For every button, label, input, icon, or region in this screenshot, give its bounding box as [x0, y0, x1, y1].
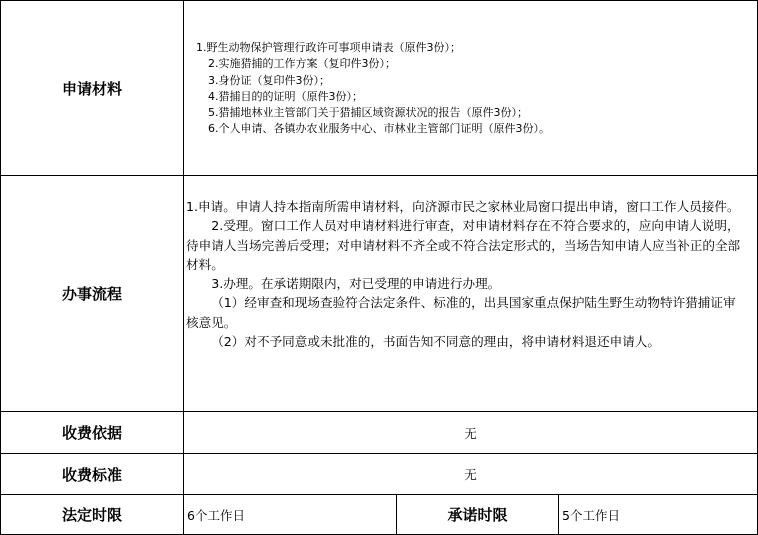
list-item: 3.身份证（复印件3份）； — [208, 73, 330, 87]
list-item: 1.野生动物保护管理行政许可事项申请表（原件3份）； — [196, 41, 461, 54]
list-item: 6.个人申请、各镇办农业服务中心、市林业主管部门证明（原件3份）。 — [208, 122, 550, 136]
materials-list — [196, 40, 550, 138]
list-item: 2.实施猎捕的工作方案（复印件3份）； — [208, 57, 396, 71]
process-step: （2）对不予同意或未批准的，书面告知不同意的理由，将申请材料退还申请人。 — [211, 334, 660, 350]
promised-time-limit-value: 5个工作日 — [562, 507, 620, 523]
materials-label: 申请材料 — [61, 79, 122, 98]
process-step: 1.申请。申请人持本指南所需申请材料，向济源市民之家林业局窗口提出申请，窗口工作人员接件。 — [186, 199, 740, 214]
list-item: 4.猎捕目的的证明（原件3份）； — [208, 89, 363, 103]
process-step: 3.办理。在承诺期限内，对已受理的申请进行办理。 — [211, 276, 501, 292]
fee-basis-label: 收费依据 — [61, 424, 122, 442]
process-step: （1）经审查和现场查验符合法定条件、标准的，出具国家重点保护陆生野生动物特许猎捕证审核意见。 — [186, 295, 736, 330]
promised-time-limit-label: 承诺时限 — [447, 506, 508, 524]
list-item: 5.猎捕地林业主管部门关于猎捕区域资源状况的报告（原件3份）； — [208, 106, 528, 120]
fee-standard-label: 收费标准 — [61, 465, 122, 484]
fee-standard-value: 无 — [464, 467, 477, 482]
fee-basis-value: 无 — [464, 425, 477, 441]
process-step: 2.受理。窗口工作人员对申请材料进行审查，对申请材料存在不符合要求的，应向申请人说明，待申请人当场完善后受理；对申请材料不齐全或不符合法定形式的，当场告知申请人应当补正的全部材料。 — [186, 218, 741, 272]
legal-time-limit-label: 法定时限 — [61, 506, 122, 524]
legal-time-limit-value: 6个工作日 — [187, 507, 245, 523]
column-divider — [558, 494, 559, 535]
process-text — [186, 197, 746, 351]
process-label: 办事流程 — [61, 285, 122, 303]
